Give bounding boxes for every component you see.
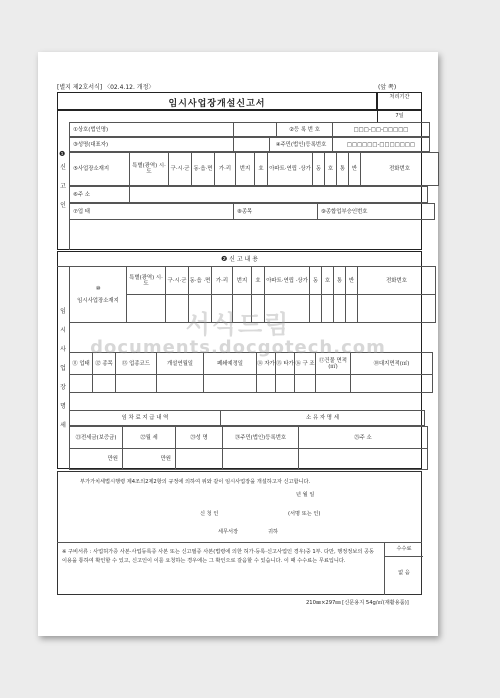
honorific-label: 귀하 bbox=[268, 529, 279, 535]
owner-address-value[interactable] bbox=[299, 449, 428, 470]
val-business-type[interactable] bbox=[70, 375, 93, 393]
address-row bbox=[69, 186, 428, 203]
loc-col-city: 구·시·군 bbox=[166, 267, 189, 295]
owner-label: 소 유 자 명 세 bbox=[221, 411, 425, 426]
side-char-1: 신 bbox=[60, 164, 66, 171]
watermark-title: 서식드림 bbox=[185, 310, 291, 339]
code-industry: ⑬ 업종코드 bbox=[116, 353, 157, 375]
applicant-side-label bbox=[58, 158, 68, 215]
form-sheet bbox=[38, 52, 438, 636]
loc-col-phone: 전화번호 bbox=[358, 267, 436, 295]
code-structure: ⑯ 구 조 bbox=[295, 353, 316, 375]
loc-col-no: 호 bbox=[252, 267, 265, 295]
watermark-url: documents.docgotech.com bbox=[90, 337, 386, 358]
declaration-date: 년 월 일 bbox=[296, 492, 315, 498]
attachment-note: ※ 구비서류 : 사업허가증 사본·사업등록증 사본 또는 신고필증 사본(법령에 의한 허가·등록·신고사업인 경우)중 1부. 다만, 행정정보의 공동이용을 통하여 확인할 수 있고, 신고인이 이를 요청하는 경우에는 그 확인으로 갈음할 수 있습니다. 이 때 수수료는 무료입니다. bbox=[62, 549, 375, 564]
business-codes-table bbox=[69, 352, 433, 393]
side2-char-6: 명 bbox=[60, 403, 66, 410]
representative-label: ③성명(대표자) bbox=[70, 138, 234, 152]
attachment-divider bbox=[57, 542, 422, 543]
addr-col-province: 특별(광역) 시·도 bbox=[130, 153, 169, 186]
deposit-unit[interactable]: 만원 bbox=[70, 449, 123, 470]
fee-value: 없 음 bbox=[398, 570, 410, 576]
code-land-area: ⑱대지면적(㎡) bbox=[351, 353, 433, 375]
owner-id-label: ㉔주민(법인)등록번호 bbox=[223, 427, 299, 449]
side2-char-7: 세 bbox=[60, 422, 66, 429]
processing-label: 처리기간 bbox=[389, 94, 410, 100]
approval-no-label: ⑨종합업부승인번호 bbox=[318, 204, 435, 220]
resident-no-label: ④주민(법인)등록번호 bbox=[270, 138, 333, 152]
side2-char-3: 사 bbox=[60, 346, 66, 353]
monthly-rent-unit[interactable]: 만원 bbox=[123, 449, 176, 470]
val-industry[interactable] bbox=[116, 375, 157, 393]
val-open-date[interactable] bbox=[157, 375, 204, 393]
processing-box bbox=[377, 92, 422, 110]
applicant-row-1 bbox=[69, 122, 430, 137]
registration-no-value[interactable]: □□□-□□-□□□□□ bbox=[333, 123, 430, 137]
code-business-item: ⑫ 종목 bbox=[93, 353, 116, 375]
business-item-label: ⑧종목 bbox=[234, 204, 318, 220]
code-rent: ⑮ 타가 bbox=[276, 353, 295, 375]
addr-col-tong: 통 bbox=[337, 153, 349, 186]
loc-col-province: 특별(광역) 시·도 bbox=[127, 267, 166, 295]
business-type-row bbox=[69, 203, 435, 220]
loc-col-lot: 번지 bbox=[233, 267, 252, 295]
side2-char-5: 장 bbox=[60, 384, 66, 391]
form-number: [별지 제2호서식] 〈02.4.12. 개정〉 bbox=[57, 84, 155, 91]
loc-col-tong: 통 bbox=[334, 267, 346, 295]
declaration-section bbox=[57, 471, 422, 595]
rent-owner-table bbox=[69, 426, 428, 470]
side2-char-1: 임 bbox=[60, 308, 66, 315]
loc-col-ban: 반 bbox=[346, 267, 358, 295]
loc-col-ho: 호 bbox=[322, 267, 334, 295]
recipient-label: 세무서장 bbox=[218, 529, 239, 535]
owner-name-value[interactable] bbox=[176, 449, 223, 470]
form-title: 임시사업장개설신고서 bbox=[168, 99, 266, 109]
code-own: ⑭ 자가 bbox=[257, 353, 276, 375]
applicant-marker: ❶ bbox=[59, 150, 66, 158]
addr-col-lot: 번지 bbox=[236, 153, 255, 186]
processing-value: 7일 bbox=[395, 113, 404, 119]
owner-id-value[interactable] bbox=[223, 449, 299, 470]
val-close-date[interactable] bbox=[204, 375, 257, 393]
deposit-label: ㉑전세금(보증금) bbox=[70, 427, 123, 449]
details-heading bbox=[57, 256, 422, 263]
business-address-row bbox=[69, 152, 439, 186]
fee-divider bbox=[385, 556, 423, 557]
addr-col-phone: 전화번호 bbox=[361, 153, 439, 186]
val-business-item[interactable] bbox=[93, 375, 116, 393]
title-box bbox=[57, 92, 377, 110]
page-side: (앞 쪽) bbox=[378, 84, 397, 91]
code-business-type: ⑪ 업태 bbox=[70, 353, 93, 375]
loc-col-town: 동·읍 ·면 bbox=[189, 267, 212, 295]
temp-location-no: ⑩ bbox=[95, 285, 101, 292]
details-heading-text: 신 고 내 용 bbox=[229, 256, 259, 263]
address-label: ⑥주 소 bbox=[70, 187, 130, 203]
applicant-label: 신 청 인 bbox=[200, 511, 219, 517]
addr-col-dong: 동 bbox=[313, 153, 325, 186]
business-name-label: ①상호(법인명) bbox=[70, 123, 234, 137]
owner-address-label: ㉕주 소 bbox=[299, 427, 428, 449]
registration-no-label: ②등 록 번 호 bbox=[277, 123, 333, 137]
val-rent[interactable] bbox=[276, 375, 295, 393]
resident-no-value[interactable]: □□□□□□-□□□□□□□ bbox=[333, 138, 430, 152]
business-address-label: ⑤사업장소재지 bbox=[70, 153, 130, 186]
addr-col-ho: 호 bbox=[325, 153, 337, 186]
loc-col-apartment: 아파트·연립 ·상가 bbox=[265, 267, 310, 295]
code-open-date: 개설연월일 bbox=[157, 353, 204, 375]
details-marker: ❷ bbox=[220, 255, 228, 263]
monthly-rent-label: ㉒월 세 bbox=[123, 427, 176, 449]
rent-label: 임 차 료 지 급 내 역 bbox=[70, 411, 221, 426]
code-close-date: 폐쇄예정일 bbox=[204, 353, 257, 375]
addr-col-no: 호 bbox=[255, 153, 268, 186]
addr-col-apartment: 아파트·연립 ·상가 bbox=[268, 153, 313, 186]
addr-col-town: 동·읍·면 bbox=[192, 153, 215, 186]
address-value[interactable] bbox=[130, 187, 428, 203]
declaration-text: 부가가치세법시행령 제4조의2제2항의 규정에 의하여 위와 같이 임시사업장을 개설하고자 신고합니다. bbox=[80, 479, 311, 485]
val-building-area[interactable] bbox=[316, 375, 351, 393]
business-name-value[interactable] bbox=[234, 123, 277, 137]
applicant-row-2 bbox=[69, 137, 430, 152]
signature-label[interactable]: (서명 또는 인) bbox=[288, 511, 321, 517]
side2-char-2: 시 bbox=[60, 327, 66, 334]
side2-char-4: 업 bbox=[60, 365, 66, 372]
addr-col-city: 구·시·군 bbox=[169, 153, 192, 186]
paper-spec: 210㎜×297㎜ [신문용지 54g/㎡(재활용품)] bbox=[306, 600, 409, 606]
rent-owner-header bbox=[69, 410, 425, 426]
side-char-3: 인 bbox=[60, 202, 66, 209]
addr-col-village: 가·리 bbox=[215, 153, 236, 186]
code-building-area: ⑰건물 면적(㎡) bbox=[316, 353, 351, 375]
addr-col-ban: 반 bbox=[349, 153, 361, 186]
representative-value[interactable] bbox=[234, 138, 270, 152]
loc-col-village: 가·리 bbox=[212, 267, 233, 295]
val-land-area[interactable] bbox=[351, 375, 433, 393]
loc-col-dong: 동 bbox=[310, 267, 322, 295]
owner-name-label: ㉓성 명 bbox=[176, 427, 223, 449]
val-structure[interactable] bbox=[295, 375, 316, 393]
side-char-2: 고 bbox=[60, 183, 66, 190]
business-type-label: ⑦업 태 bbox=[70, 204, 234, 220]
fee-box bbox=[384, 542, 423, 595]
val-own[interactable] bbox=[257, 375, 276, 393]
temp-location-label: 임시사업장소재지 bbox=[77, 297, 119, 304]
fee-label: 수수료 bbox=[396, 546, 412, 552]
